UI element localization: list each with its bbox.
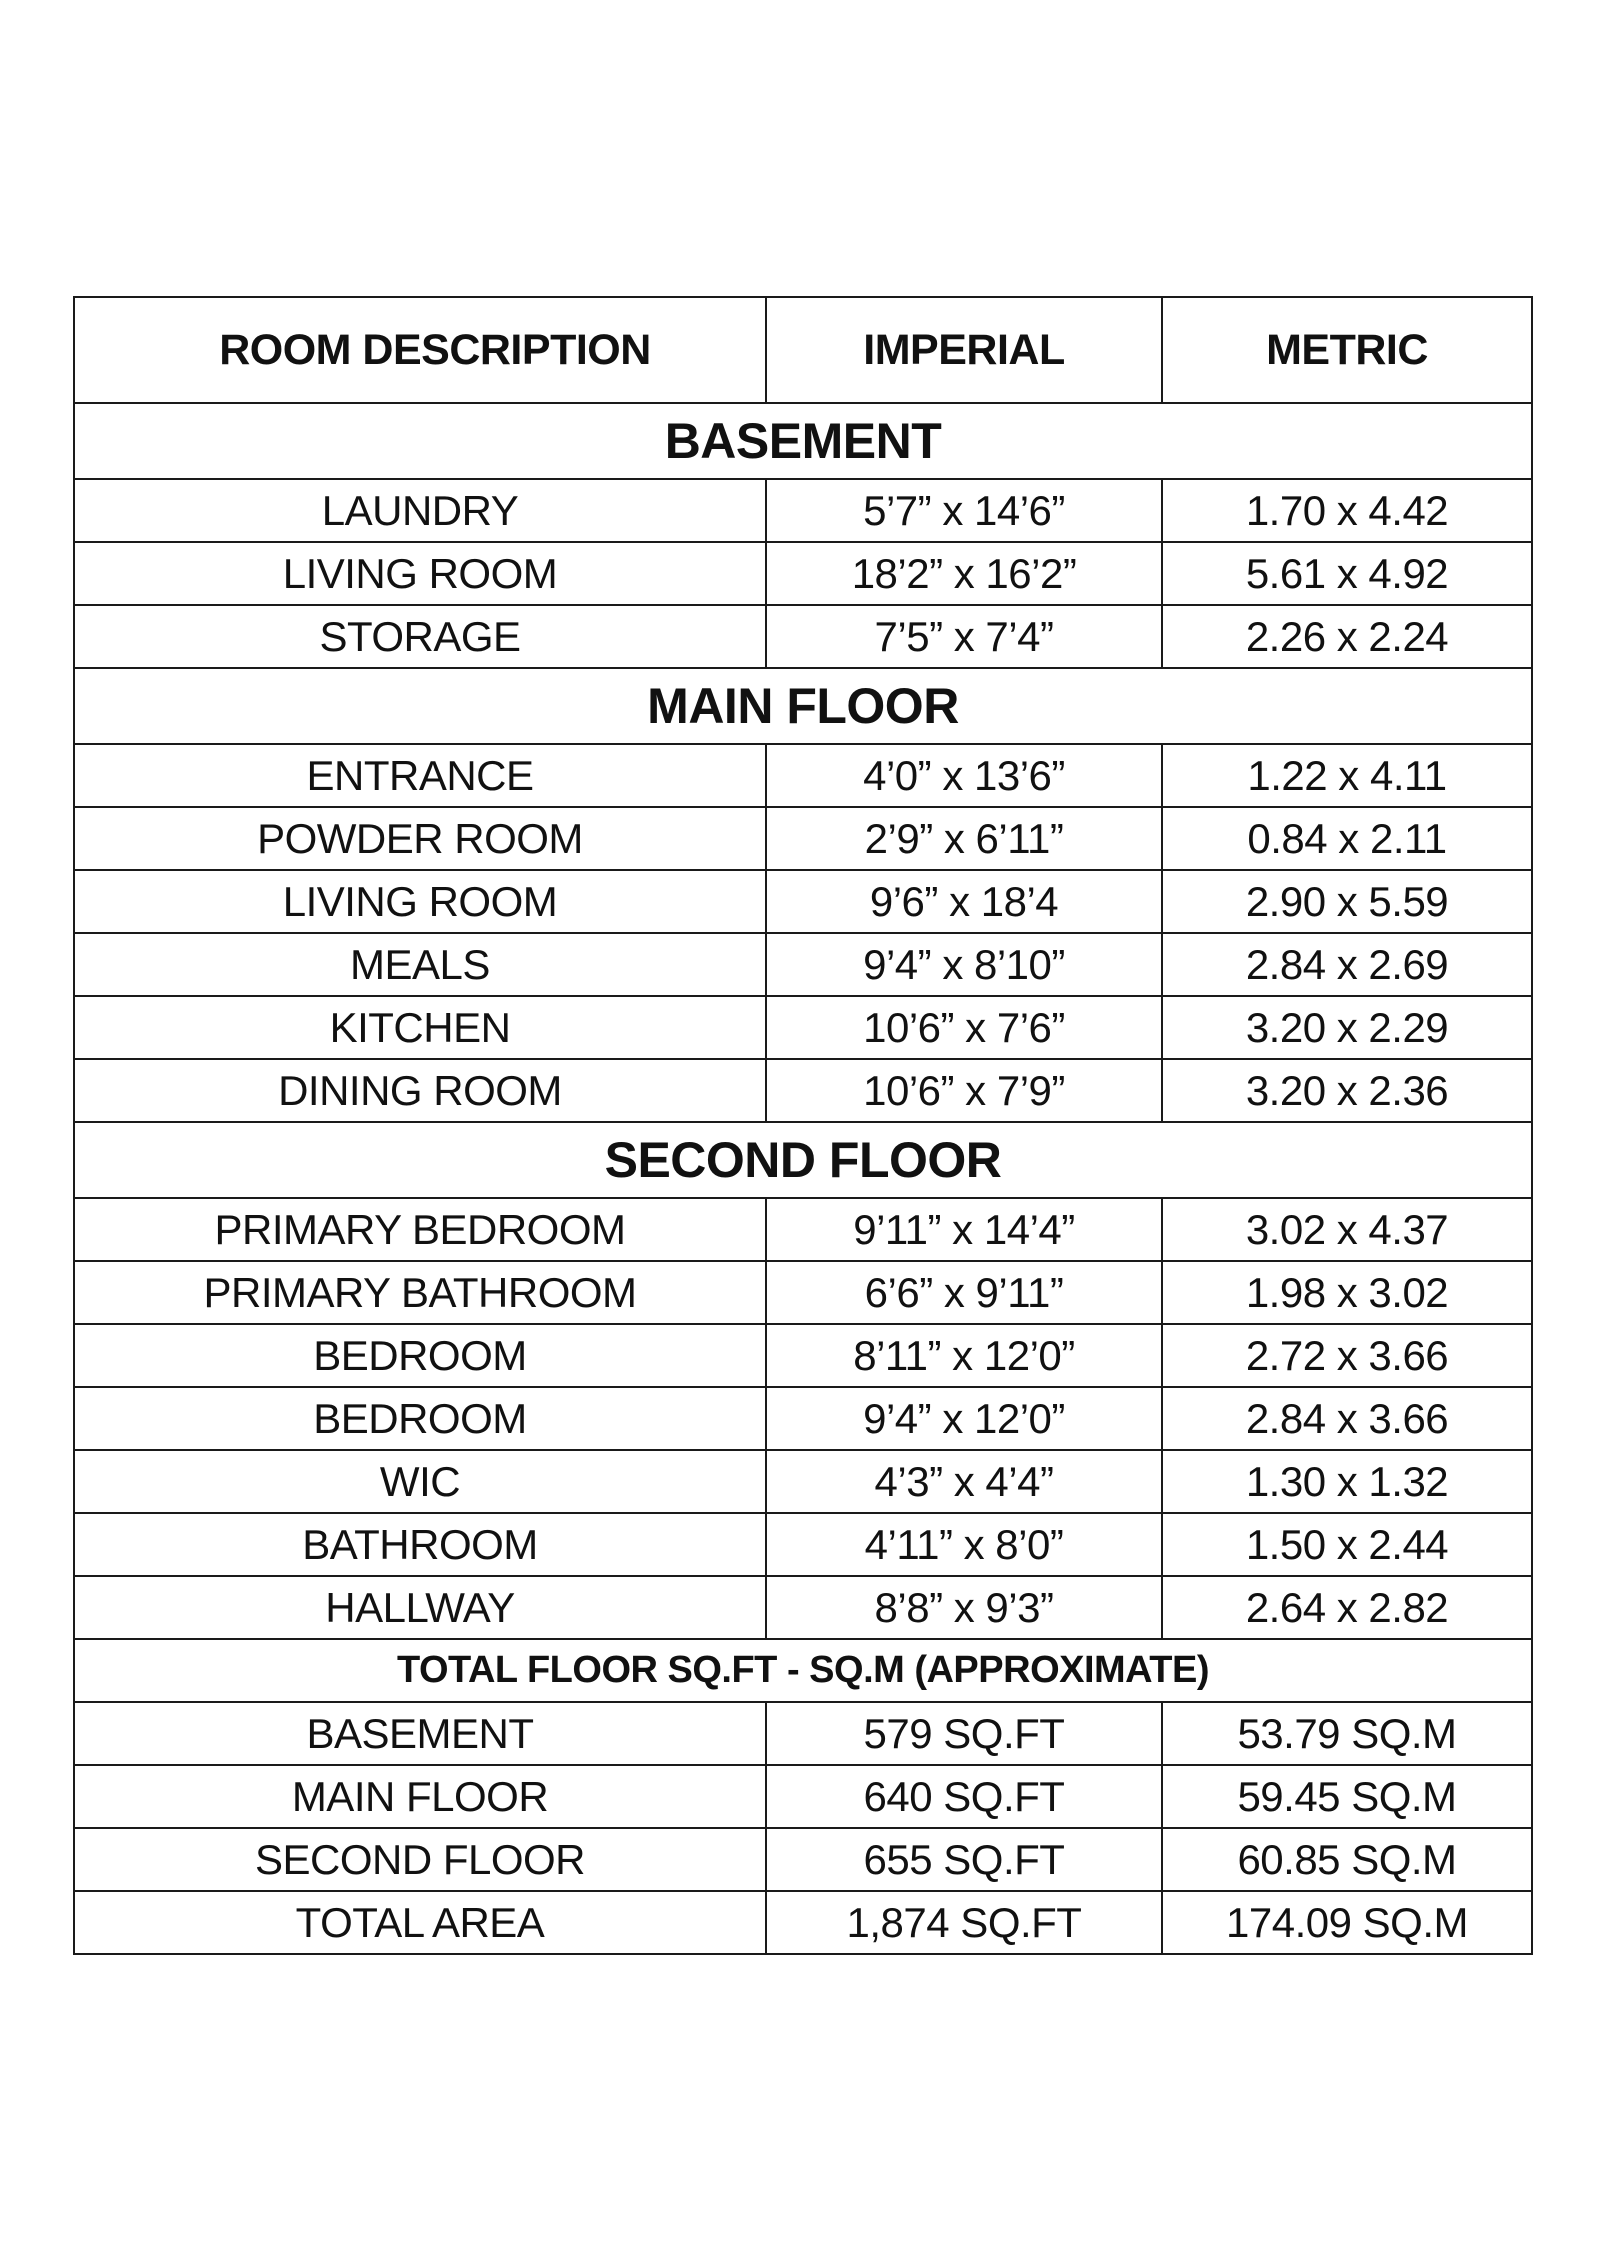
room-name: PRIMARY BATHROOM <box>74 1261 766 1324</box>
imperial-area: 655 SQ.FT <box>766 1828 1162 1891</box>
table-row <box>74 542 1532 605</box>
section-heading-totals <box>74 1639 1532 1702</box>
room-name: LAUNDRY <box>74 479 766 542</box>
table-header-row <box>74 297 1532 403</box>
metric-size: 2.72 x 3.66 <box>1162 1324 1532 1387</box>
imperial-size: 9’11” x 14’4” <box>766 1198 1162 1261</box>
section-heading-basement <box>74 403 1532 479</box>
table-row <box>74 1702 1532 1765</box>
imperial-size: 5’7” x 14’6” <box>766 479 1162 542</box>
imperial-size: 10’6” x 7’9” <box>766 1059 1162 1122</box>
table-row <box>74 1198 1532 1261</box>
room-name: STORAGE <box>74 605 766 668</box>
table-row <box>74 870 1532 933</box>
table-row <box>74 1513 1532 1576</box>
floor-name: MAIN FLOOR <box>74 1765 766 1828</box>
imperial-size: 4’11” x 8’0” <box>766 1513 1162 1576</box>
metric-size: 1.22 x 4.11 <box>1162 744 1532 807</box>
imperial-area: 640 SQ.FT <box>766 1765 1162 1828</box>
room-name: BATHROOM <box>74 1513 766 1576</box>
section-title: BASEMENT <box>74 403 1532 479</box>
imperial-size: 8’11” x 12’0” <box>766 1324 1162 1387</box>
table-row <box>74 479 1532 542</box>
section-title: TOTAL FLOOR SQ.FT - SQ.M (APPROXIMATE) <box>74 1639 1532 1702</box>
metric-size: 1.50 x 2.44 <box>1162 1513 1532 1576</box>
imperial-size: 7’5” x 7’4” <box>766 605 1162 668</box>
header-room-description: ROOM DESCRIPTION <box>74 297 766 403</box>
imperial-size: 8’8” x 9’3” <box>766 1576 1162 1639</box>
room-name: MEALS <box>74 933 766 996</box>
room-name: WIC <box>74 1450 766 1513</box>
metric-size: 2.90 x 5.59 <box>1162 870 1532 933</box>
table-row <box>74 996 1532 1059</box>
table-row <box>74 1261 1532 1324</box>
table-row <box>74 1828 1532 1891</box>
metric-size: 2.84 x 2.69 <box>1162 933 1532 996</box>
metric-size: 5.61 x 4.92 <box>1162 542 1532 605</box>
table-row <box>74 1387 1532 1450</box>
metric-size: 1.98 x 3.02 <box>1162 1261 1532 1324</box>
table-row <box>74 1059 1532 1122</box>
imperial-size: 2’9” x 6’11” <box>766 807 1162 870</box>
metric-area: 174.09 SQ.M <box>1162 1891 1532 1954</box>
header-imperial: IMPERIAL <box>766 297 1162 403</box>
table-row <box>74 1450 1532 1513</box>
table-row <box>74 605 1532 668</box>
room-name: ENTRANCE <box>74 744 766 807</box>
table-row <box>74 1891 1532 1954</box>
imperial-size: 4’3” x 4’4” <box>766 1450 1162 1513</box>
imperial-size: 4’0” x 13’6” <box>766 744 1162 807</box>
room-name: BEDROOM <box>74 1324 766 1387</box>
imperial-size: 9’6” x 18’4 <box>766 870 1162 933</box>
metric-size: 1.30 x 1.32 <box>1162 1450 1532 1513</box>
metric-size: 1.70 x 4.42 <box>1162 479 1532 542</box>
metric-size: 0.84 x 2.11 <box>1162 807 1532 870</box>
metric-size: 2.26 x 2.24 <box>1162 605 1532 668</box>
metric-size: 3.20 x 2.29 <box>1162 996 1532 1059</box>
room-dimensions-table <box>73 296 1533 1955</box>
floor-name: SECOND FLOOR <box>74 1828 766 1891</box>
room-name: KITCHEN <box>74 996 766 1059</box>
section-heading-second-floor <box>74 1122 1532 1198</box>
section-heading-main-floor <box>74 668 1532 744</box>
metric-area: 60.85 SQ.M <box>1162 1828 1532 1891</box>
metric-size: 2.84 x 3.66 <box>1162 1387 1532 1450</box>
imperial-size: 18’2” x 16’2” <box>766 542 1162 605</box>
metric-area: 53.79 SQ.M <box>1162 1702 1532 1765</box>
room-name: HALLWAY <box>74 1576 766 1639</box>
header-metric: METRIC <box>1162 297 1532 403</box>
room-name: DINING ROOM <box>74 1059 766 1122</box>
metric-area: 59.45 SQ.M <box>1162 1765 1532 1828</box>
metric-size: 2.64 x 2.82 <box>1162 1576 1532 1639</box>
section-title: SECOND FLOOR <box>74 1122 1532 1198</box>
room-name: PRIMARY BEDROOM <box>74 1198 766 1261</box>
floor-name: TOTAL AREA <box>74 1891 766 1954</box>
table-row <box>74 744 1532 807</box>
metric-size: 3.20 x 2.36 <box>1162 1059 1532 1122</box>
room-name: LIVING ROOM <box>74 542 766 605</box>
imperial-size: 6’6” x 9’11” <box>766 1261 1162 1324</box>
metric-size: 3.02 x 4.37 <box>1162 1198 1532 1261</box>
room-name: POWDER ROOM <box>74 807 766 870</box>
table-row <box>74 933 1532 996</box>
imperial-area: 579 SQ.FT <box>766 1702 1162 1765</box>
table-row <box>74 1765 1532 1828</box>
imperial-area: 1,874 SQ.FT <box>766 1891 1162 1954</box>
room-name: BEDROOM <box>74 1387 766 1450</box>
section-title: MAIN FLOOR <box>74 668 1532 744</box>
imperial-size: 9’4” x 8’10” <box>766 933 1162 996</box>
table-row <box>74 1324 1532 1387</box>
imperial-size: 9’4” x 12’0” <box>766 1387 1162 1450</box>
table-row <box>74 807 1532 870</box>
imperial-size: 10’6” x 7’6” <box>766 996 1162 1059</box>
room-name: LIVING ROOM <box>74 870 766 933</box>
table-row <box>74 1576 1532 1639</box>
floor-name: BASEMENT <box>74 1702 766 1765</box>
